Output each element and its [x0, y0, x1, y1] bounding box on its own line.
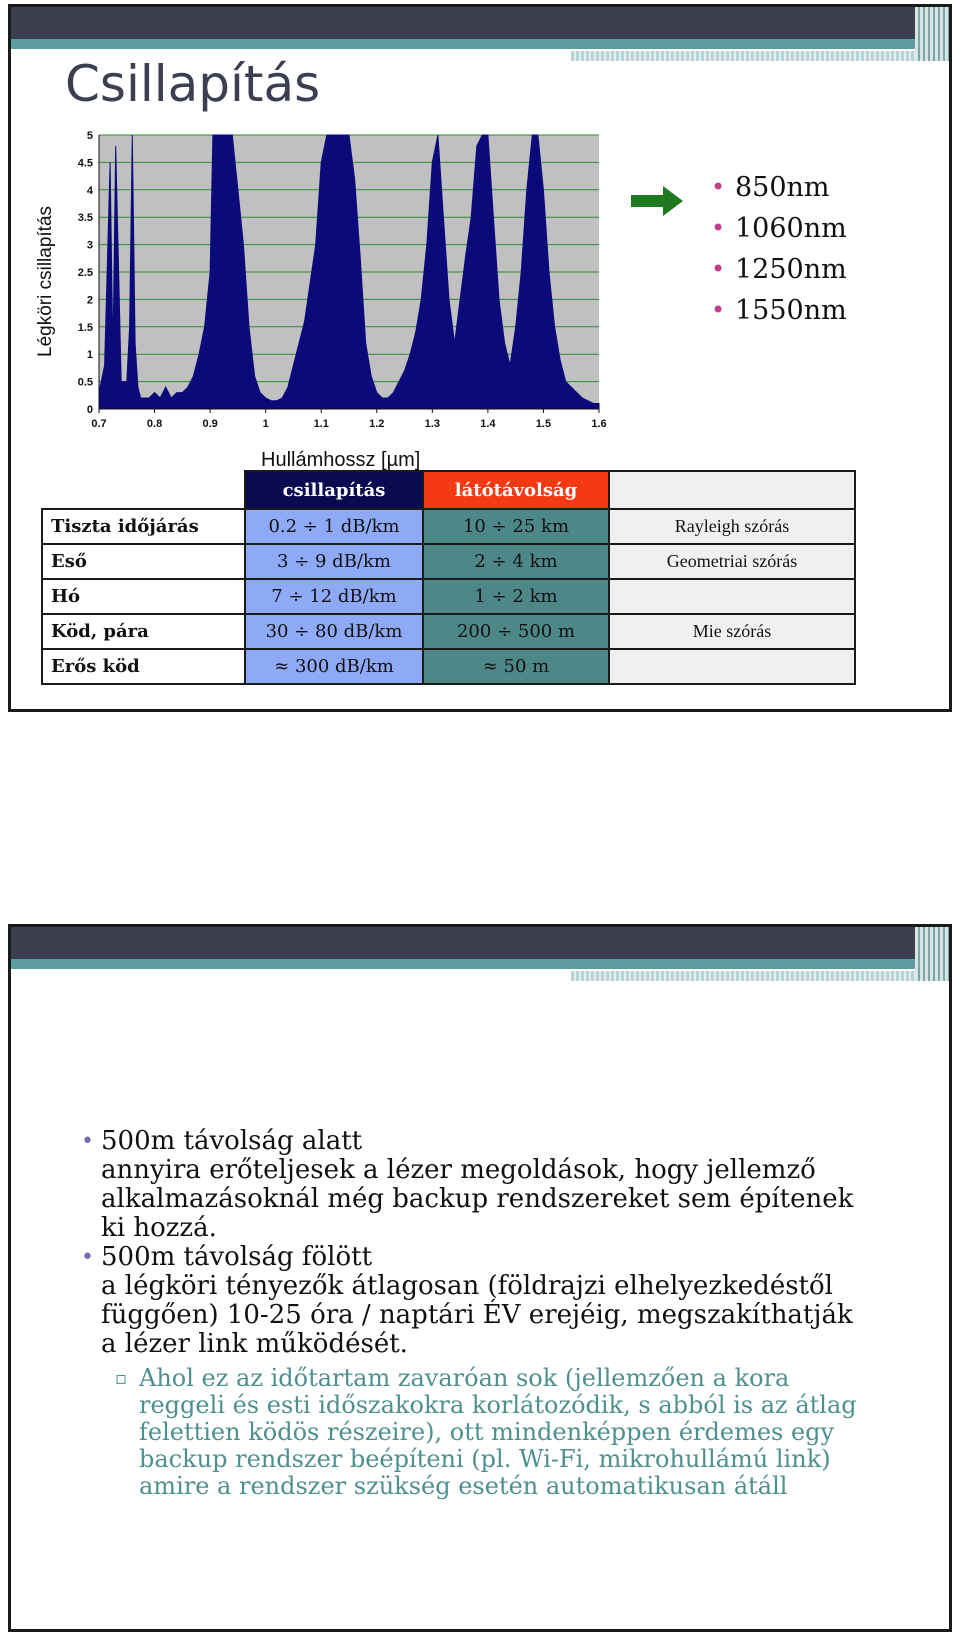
wavelength-list	[711, 167, 847, 331]
table-cell-scattering: Rayleigh szórás	[609, 509, 855, 544]
table-cell-visibility: 1 ÷ 2 km	[423, 579, 609, 614]
chart-x-tick-label: 1.3	[424, 418, 440, 430]
chart-y-tick-label: 2.5	[77, 267, 93, 279]
table-cell-attenuation: 3 ÷ 9 dB/km	[245, 544, 423, 579]
table-row-label: Erős köd	[42, 649, 245, 684]
table-row-label: Tiszta időjárás	[42, 509, 245, 544]
attenuation-table	[41, 470, 856, 685]
table-cell-scattering: Mie szórás	[609, 614, 855, 649]
bullet-line: függően) 10-25 óra / naptári ÉV erejéig, megszakíthatják	[101, 1300, 853, 1330]
slide-1	[8, 4, 952, 712]
slide-2-bullet-list	[81, 1127, 901, 1500]
table-cell-visibility: ≈ 50 m	[423, 649, 609, 684]
table-cell-attenuation: 0.2 ÷ 1 dB/km	[245, 509, 423, 544]
sub-bullet-line: reggeli és esti időszakokra korlátozódik, s abból is az átlag	[139, 1391, 857, 1419]
chart-y-tick-label: 4	[86, 184, 93, 197]
table-cell-visibility: 10 ÷ 25 km	[423, 509, 609, 544]
bullet-line: ki hozzá.	[101, 1213, 217, 1243]
chart-x-tick-label: 1.5	[535, 418, 552, 430]
table-header-row	[42, 471, 855, 509]
table-cell-visibility: 200 ÷ 500 m	[423, 614, 609, 649]
chart-x-axis-title: Hullámhossz [µm]	[261, 449, 421, 471]
table-row-label: Eső	[42, 544, 245, 579]
header-corner-stripes	[915, 7, 949, 61]
bullet-line: a lézer link működését.	[101, 1329, 408, 1359]
wavelength-item: • 850nm	[711, 167, 847, 208]
table-header-blank	[42, 471, 245, 509]
chart-x-tick-label: 1.4	[480, 418, 496, 430]
attenuation-chart	[31, 127, 641, 477]
chart-x-tick-label: 0.9	[202, 418, 218, 430]
chart-x-tick-label: 0.8	[146, 418, 163, 430]
sub-bullet-item	[115, 1365, 901, 1500]
chart-y-tick-label: 5	[86, 130, 93, 142]
table-cell-scattering	[609, 579, 855, 614]
wavelength-item: • 1550nm	[711, 290, 847, 331]
slide-2	[8, 924, 952, 1632]
header-band-light	[571, 51, 931, 61]
table-header-scattering	[609, 471, 855, 509]
sub-bullet-line: backup rendszer beépíteni (pl. Wi-Fi, mikrohullámú link)	[139, 1445, 831, 1473]
bullet-line: alkalmazásoknál még backup rendszereket sem építenek	[101, 1184, 854, 1214]
attenuation-chart-svg	[31, 127, 641, 457]
chart-y-tick-label: 1	[86, 349, 93, 362]
chart-x-tick-label: 1	[262, 418, 269, 430]
chart-x-tick-label: 0.7	[91, 418, 107, 430]
chart-y-tick-label: 3	[86, 239, 93, 252]
table-row	[42, 544, 855, 579]
table-row	[42, 509, 855, 544]
header-band-teal	[11, 959, 949, 969]
chart-x-tick-label: 1.2	[369, 418, 385, 430]
table-header-attenuation: csillapítás	[245, 471, 423, 509]
chart-y-tick-label: 0.5	[77, 376, 93, 389]
bullet-item	[81, 1127, 901, 1243]
table-row	[42, 579, 855, 614]
table-row-label: Hó	[42, 579, 245, 614]
header-band-dark	[11, 927, 949, 959]
table-cell-attenuation: 30 ÷ 80 dB/km	[245, 614, 423, 649]
bullet-line: • 500m távolság fölött	[101, 1242, 373, 1272]
wavelength-item: • 1250nm	[711, 249, 847, 290]
table-cell-visibility: 2 ÷ 4 km	[423, 544, 609, 579]
header-band-light	[571, 971, 931, 981]
table-row	[42, 614, 855, 649]
slide-title: Csillapítás	[65, 55, 321, 113]
table-cell-attenuation: 7 ÷ 12 dB/km	[245, 579, 423, 614]
chart-x-tick-label: 1.1	[313, 418, 329, 430]
chart-y-axis-title: Légköri csillapítás	[35, 205, 56, 357]
sub-bullet-line: ▫ Ahol ez az időtartam zavaróan sok (jellemzően a kora	[139, 1364, 790, 1392]
table-cell-scattering: Geometriai szórás	[609, 544, 855, 579]
chart-y-tick-label: 3.5	[77, 212, 93, 225]
chart-y-tick-label: 4.5	[77, 157, 93, 170]
sub-bullet-list	[115, 1365, 901, 1500]
bullet-line: • 500m távolság alatt	[101, 1126, 363, 1156]
header-band-teal	[11, 39, 949, 49]
right-arrow-icon	[631, 185, 687, 217]
bullet-item	[81, 1243, 901, 1500]
table-cell-scattering	[609, 649, 855, 684]
chart-y-tick-label: 2	[86, 294, 93, 307]
sub-bullet-line: amire a rendszer szükség esetén automatikusan átáll	[139, 1472, 788, 1500]
table-row-label: Köd, pára	[42, 614, 245, 649]
sub-bullet-line: felettien ködös részeire), ott mindenképpen érdemes egy	[139, 1418, 835, 1446]
header-band-dark	[11, 7, 949, 39]
table-header-visibility: látótávolság	[423, 471, 609, 509]
chart-y-tick-label: 0	[86, 404, 93, 416]
chart-x-tick-label: 1.6	[591, 418, 607, 430]
bullet-line: annyira erőteljesek a lézer megoldások, hogy jellemző	[101, 1155, 816, 1185]
bullet-line: a légköri tényezők átlagosan (földrajzi elhelyezkedéstől	[101, 1271, 833, 1301]
table-cell-attenuation: ≈ 300 dB/km	[245, 649, 423, 684]
table-row	[42, 649, 855, 684]
header-corner-stripes	[915, 927, 949, 981]
wavelength-item: • 1060nm	[711, 208, 847, 249]
chart-y-tick-label: 1.5	[77, 321, 93, 334]
